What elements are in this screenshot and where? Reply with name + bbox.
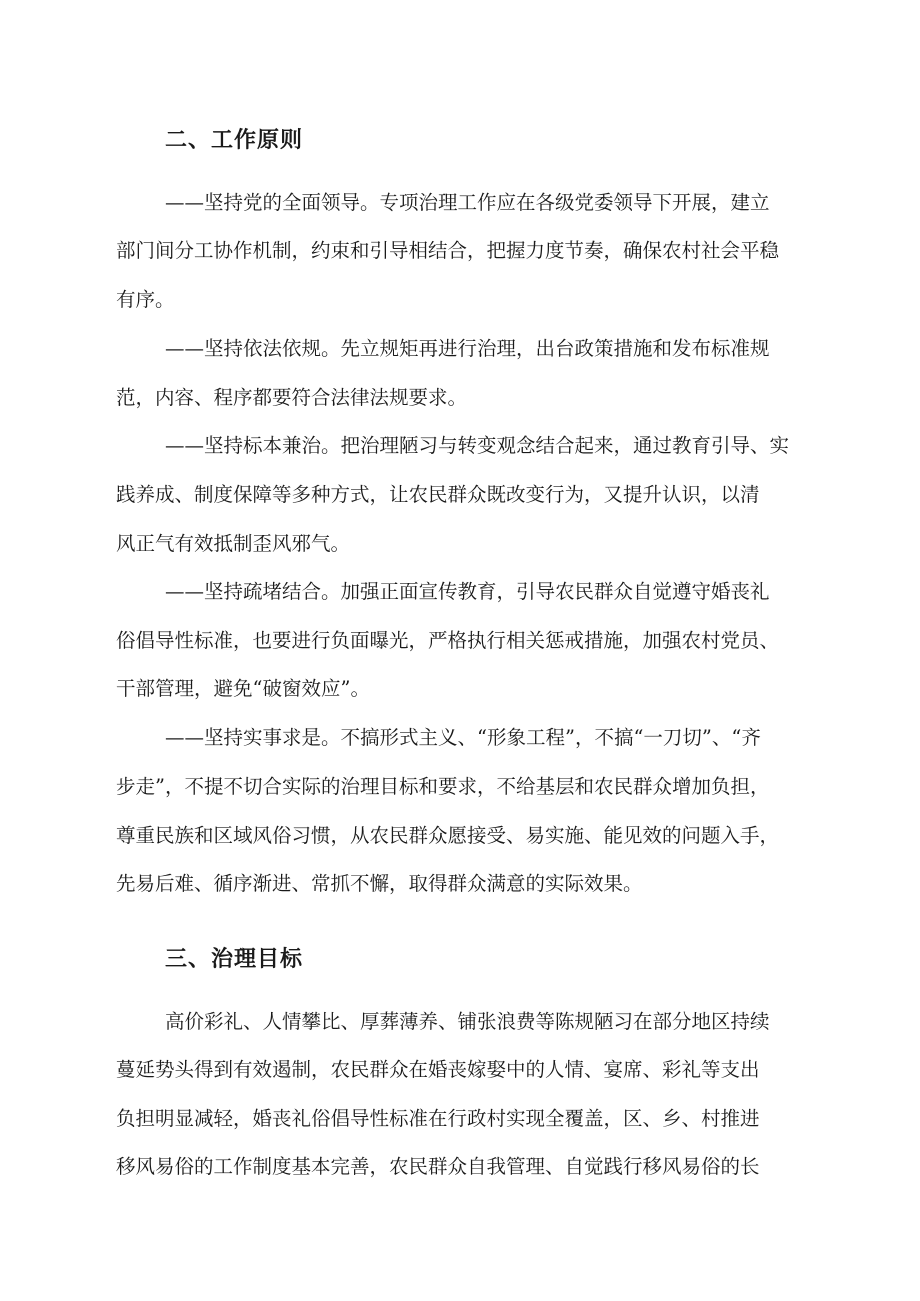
paragraph-line: 蔓延势头得到有效遏制，农民群众在婚丧嫁娶中的人情、宴席、彩礼等支出	[116, 1058, 760, 1081]
paragraph-line: 移风易俗的工作制度基本完善，农民群众自我管理、自觉践行移风易俗的长	[116, 1155, 760, 1178]
paragraph-line: 有序。	[116, 288, 175, 311]
paragraph-line: 高价彩礼、人情攀比、厚葬薄养、铺张浪费等陈规陋习在部分地区持续	[165, 1010, 770, 1033]
section-heading-principles: 二、工作原则	[165, 128, 304, 153]
paragraph-line: 干部管理，避免“破窗效应”。	[116, 677, 370, 700]
paragraph-line: 步走”，不提不切合实际的治理目标和要求，不给基层和农民群众增加负担，	[116, 775, 770, 798]
paragraph-line: ——坚持疏堵结合。加强正面宣传教育，引导农民群众自觉遵守婚丧礼	[165, 580, 770, 603]
paragraph-line: 俗倡导性标准，也要进行负面曝光，严格执行相关惩戒措施，加强农村党员、	[116, 629, 780, 652]
paragraph-line: 践养成、制度保障等多种方式，让农民群众既改变行为，又提升认识，以清	[116, 483, 760, 506]
paragraph-line: ——坚持依法依规。先立规矩再进行治理，出台政策措施和发布标准规	[165, 337, 770, 360]
paragraph-line: 范，内容、程序都要符合法律法规要求。	[116, 386, 468, 409]
section-heading-goals: 三、治理目标	[165, 947, 304, 972]
paragraph-line: 部门间分工协作机制，约束和引导相结合，把握力度节奏，确保农村社会平稳	[116, 239, 780, 262]
paragraph-line: ——坚持标本兼治。把治理陋习与转变观念结合起来，通过教育引导、实	[165, 434, 790, 457]
paragraph-line: ——坚持实事求是。不搞形式主义、“形象工程”，不搞“一刀切”、“齐	[165, 726, 761, 749]
paragraph-line: 风正气有效抵制歪风邪气。	[116, 532, 351, 555]
paragraph-line: 尊重民族和区域风俗习惯，从农民群众愿接受、易实施、能见效的问题入手，	[116, 824, 780, 847]
paragraph-line: ——坚持党的全面领导。专项治理工作应在各级党委领导下开展，建立	[165, 191, 770, 214]
paragraph-line: 先易后难、循序渐进、常抓不懈，取得群众满意的实际效果。	[116, 872, 643, 895]
paragraph-line: 负担明显减轻，婚丧礼俗倡导性标准在行政村实现全覆盖，区、乡、村推进	[116, 1107, 760, 1130]
